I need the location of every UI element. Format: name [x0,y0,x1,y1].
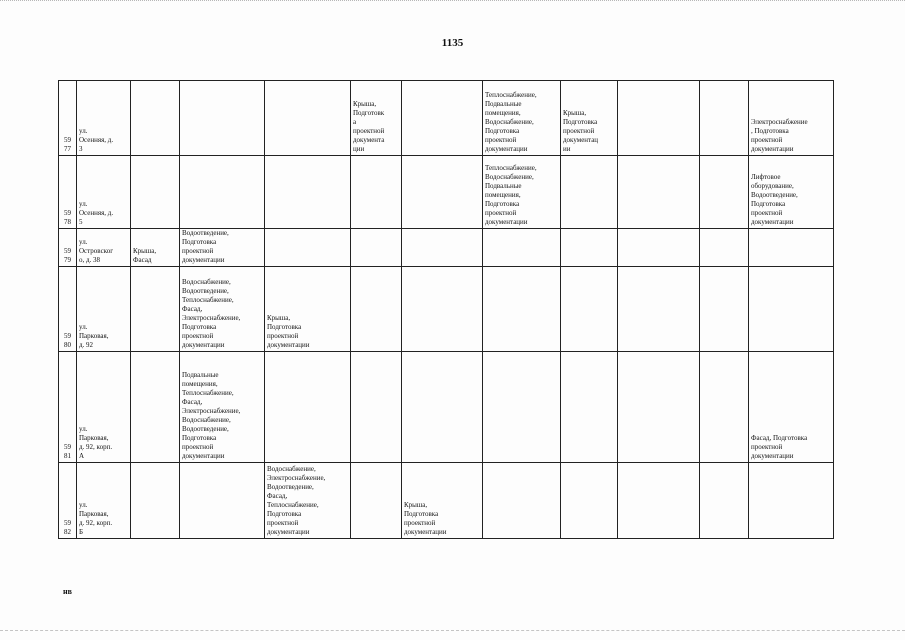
work-cell: Крыша, Подготовка проектной документац ии [561,81,618,156]
work-cell [618,463,700,539]
work-cell [131,156,180,229]
work-cell [131,267,180,352]
work-cell [618,229,700,267]
work-cell: Фасад, Подготовка проектной документации [749,352,834,463]
work-cell [402,156,483,229]
work-cell: Водоотведение, Подготовка проектной документации [180,229,265,267]
row-number: 59 77 [59,81,77,156]
repair-schedule-table [58,80,834,539]
address-cell: ул. Островског о, д. 38 [77,229,131,267]
work-cell [180,156,265,229]
row-number: 59 81 [59,352,77,463]
work-cell [402,267,483,352]
work-cell [561,352,618,463]
work-cell [351,229,402,267]
work-cell: Крыша, Подготовка проектной документации [402,463,483,539]
row-number: 59 80 [59,267,77,352]
work-cell [402,229,483,267]
work-cell [749,267,834,352]
work-cell: Крыша, Подготовка проектной документации [265,267,351,352]
work-cell [483,463,561,539]
work-cell [561,156,618,229]
work-cell [561,229,618,267]
work-cell: Теплоснабжение, Водоснабжение, Подвальные помещения, Подготовка проектной документации [483,156,561,229]
work-cell: Крыша, Фасад [131,229,180,267]
work-cell [180,81,265,156]
work-cell [483,267,561,352]
work-cell [483,352,561,463]
work-cell [351,352,402,463]
work-cell [351,267,402,352]
work-cell [618,352,700,463]
scan-edge-bottom [0,630,905,637]
row-number: 59 82 [59,463,77,539]
work-cell [700,463,749,539]
table-row [59,81,834,156]
footer-mark: нв [63,587,72,596]
page-number: 1135 [441,37,464,49]
work-cell [618,267,700,352]
table-row [59,229,834,267]
table-row [59,156,834,229]
work-cell [561,463,618,539]
work-cell [131,81,180,156]
work-cell [402,81,483,156]
table-body [59,81,834,539]
row-number: 59 79 [59,229,77,267]
table-row [59,267,834,352]
address-cell: ул. Парковая, д. 92, корп. Б [77,463,131,539]
work-cell [700,156,749,229]
address-cell: ул. Парковая, д. 92 [77,267,131,352]
work-cell [483,229,561,267]
work-cell: Теплоснабжение, Подвальные помещения, Водоснабжение, Подготовка проектной документации [483,81,561,156]
work-cell [749,463,834,539]
work-cell: Лифтовое оборудование, Водоотведение, Подготовка проектной документации [749,156,834,229]
work-cell [265,81,351,156]
table-row [59,352,834,463]
work-cell [180,463,265,539]
work-cell [618,156,700,229]
address-cell: ул. Парковая, д. 92, корп. А [77,352,131,463]
work-cell [561,267,618,352]
work-cell: Водоснабжение, Электроснабжение, Водоотведение, Фасад, Теплоснабжение, Подготовка проектной документации [265,463,351,539]
work-cell [351,156,402,229]
scan-edge-top [0,0,905,7]
work-cell [265,156,351,229]
work-cell [618,81,700,156]
table-row [59,463,834,539]
work-cell: Электроснабжение , Подготовка проектной документации [749,81,834,156]
work-cell [700,229,749,267]
work-cell [265,352,351,463]
work-cell: Водоснабжение, Водоотведение, Теплоснабжение, Фасад, Электроснабжение, Подготовка проектной документации [180,267,265,352]
work-cell: Крыша, Подготовк а проектной документа ции [351,81,402,156]
work-cell [700,352,749,463]
work-cell [131,463,180,539]
work-cell [749,229,834,267]
address-cell: ул. Осенняя, д. 5 [77,156,131,229]
work-cell [700,81,749,156]
work-cell [131,352,180,463]
work-cell [265,229,351,267]
work-cell [700,267,749,352]
work-cell: Подвальные помещения, Теплоснабжение, Фасад, Электроснабжение, Водоснабжение, Водоотведение, Подготовка проектной документации [180,352,265,463]
work-cell [351,463,402,539]
row-number: 59 78 [59,156,77,229]
address-cell: ул. Осенняя, д. 3 [77,81,131,156]
work-cell [402,352,483,463]
